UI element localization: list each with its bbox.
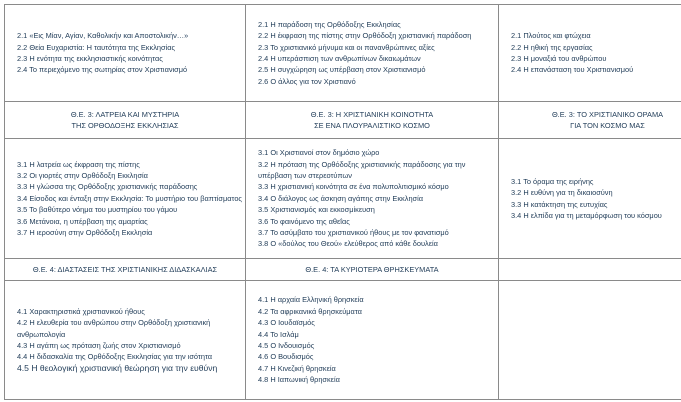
list-item: 3.3 Η χριστιανική κοινότητα σε ένα πολυπολιτισμικό κόσμο (258, 182, 449, 192)
heading-line: Θ.Ε. 4: ΔΙΑΣΤΑΣΕΙΣ ΤΗΣ ΧΡΙΣΤΙΑΝΙΚΗΣ ΔΙΔΑΣΚΑΛΙΑΣ (32, 265, 218, 274)
unit-3-heading-3 (499, 102, 681, 139)
list-item: 2.4 Το περιεχόμενο της σωτηρίας στον Χριστιανισμό (17, 65, 188, 75)
list-item: 3.8 Ο «δούλος του Θεού» ελεύθερος από κάθε δουλεία (258, 239, 438, 249)
curriculum-grid (4, 4, 681, 400)
list-item: 3.2 Οι γιορτές στην Ορθόδοξη Εκκλησία (17, 170, 148, 180)
unit-4-column-1 (5, 281, 246, 400)
unit-3-heading-2 (246, 102, 499, 139)
unit-4-heading-2 (246, 259, 499, 281)
heading-line: ΓΙΑ ΤΟΝ ΚΟΣΜΟ ΜΑΣ (570, 121, 645, 130)
list-item: 2.1 Πλούτος και φτώχεια (511, 31, 591, 41)
list-item: 2.1 «Εις Μίαν, Αγίαν, Καθολικήν και Αποστολικήν…» (17, 31, 189, 41)
list-item: 4.7 Η Κινεζική θρησκεία (258, 363, 336, 373)
list-item: 3.7 Το ασύμβατο του χριστιανικού ήθους με τον φανατισμό (258, 228, 449, 238)
list-item: 4.4 Το Ισλάμ (258, 329, 299, 339)
table-row (5, 139, 681, 259)
list-item: 4.3 Ο Ιουδαϊσμός (258, 318, 315, 328)
list-item: 3.3 Η γλώσσα της Ορθόδοξης χριστιανικής παράδοσης (17, 182, 198, 192)
heading-line: Θ.Ε. 3: ΛΑΤΡΕΙΑ ΚΑΙ ΜΥΣΤΗΡΙΑ (70, 110, 180, 119)
list-item: 2.2 Θεία Ευχαριστία: Η ταυτότητα της Εκκλησίας (17, 42, 176, 52)
list-item: 4.5 Η θεολογική χριστιανική θεώρηση για την ευθύνη (17, 362, 218, 373)
list-item: 3.6 Μετάνοια, η υπέρβαση της αμαρτίας (17, 216, 148, 226)
list-item: 3.2 Η πρόταση της Ορθόδοξης χριστιανικής παράδοσης για την υπέρβαση των στερεοτύπων (258, 159, 466, 180)
list-item: 3.4 Η ελπίδα για τη μεταμόρφωση του κόσμου (511, 210, 662, 220)
list-item: 3.7 Η ιεροσύνη στην Ορθόδοξη Εκκλησία (17, 228, 153, 238)
heading-line: Θ.Ε. 3: Η ΧΡΙΣΤΙΑΝΙΚΗ ΚΟΙΝΟΤΗΤΑ (310, 110, 434, 119)
list-item: 3.6 Το φαινόμενο της αθεΐας (258, 216, 350, 226)
unit-4-heading-1 (5, 259, 246, 281)
curriculum-table (4, 4, 677, 400)
list-item: 2.3 Το χριστιανικό μήνυμα και οι πανανθρώπινες αξίες (258, 42, 435, 52)
unit-3-column-2 (246, 139, 499, 259)
list-item: 4.4 Η διδασκαλία της Ορθόδοξης Εκκλησίας για την ισότητα (17, 352, 213, 362)
table-row (5, 281, 681, 400)
unit-2-column-3 (499, 5, 681, 102)
list-item: 3.5 Το βαθύτερο νόημα του μυστηρίου του γάμου (17, 205, 178, 215)
list-item: 3.1 Οι Χριστιανοί στον δημόσιο χώρο (258, 148, 380, 158)
unit-3-column-1 (5, 139, 246, 259)
list-item: 3.4 Ο διάλογος ως άσκηση αγάπης στην Εκκλησία (258, 193, 424, 203)
list-item: 3.3 Η κατάκτηση της ευτυχίας (511, 199, 608, 209)
list-item: 3.2 Η ευθύνη για τη δικαιοσύνη (511, 188, 613, 198)
table-row (5, 5, 681, 102)
list-item: 3.1 Το όραμα της ειρήνης (511, 176, 594, 186)
unit-4-column-3 (499, 281, 681, 400)
list-item: 4.5 Ο Ινδουισμός (258, 341, 315, 350)
list-item: 3.4 Είσοδος και ένταξη στην Εκκλησία: Το μυστήριο του βαπτίσματος (17, 193, 242, 203)
list-item: 4.6 Ο Βουδισμός (258, 352, 314, 362)
heading-line: Θ.Ε. 4: ΤΑ ΚΥΡΙΟΤΕΡΑ ΘΡΗΣΚΕΥΜΑΤΑ (305, 265, 439, 274)
list-item: 3.5 Χριστιανισμός και εκκοσμίκευση (258, 205, 375, 215)
table-row (5, 102, 681, 139)
list-item: 2.3 Η ενότητα της εκκλησιαστικής κοινότητας (17, 54, 163, 63)
unit-2-column-1 (5, 5, 246, 102)
list-item: 4.2 Τα αφρικανικά θρησκεύματα (258, 306, 362, 316)
unit-4-heading-3 (499, 259, 681, 281)
heading-line: ΤΗΣ ΟΡΘΟΔΟΞΗΣ ΕΚΚΛΗΣΙΑΣ (71, 121, 179, 130)
table-row (5, 259, 681, 281)
list-item: 2.5 Η συγχώρηση ως υπέρβαση στον Χριστιανισμό (258, 65, 426, 75)
list-item: 4.3 Η αγάπη ως πρόταση ζωής στον Χριστιανισμό (17, 340, 181, 350)
heading-line: Θ.Ε. 3: ΤΟ ΧΡΙΣΤΙΑΝΙΚΟ ΟΡΑΜΑ (551, 110, 664, 119)
unit-3-heading-1 (5, 102, 246, 139)
unit-2-column-2 (246, 5, 499, 102)
heading-line: ΣΕ ΕΝΑ ΠΛΟΥΡΑΛΙΣΤΙΚΟ ΚΟΣΜΟ (314, 121, 430, 130)
list-item: 4.1 Η αρχαία Ελληνική θρησκεία (258, 295, 364, 305)
list-item: 2.4 Η υπεράσπιση των ανθρωπίνων δικαιωμάτων (258, 54, 421, 63)
list-item: 4.2 Η ελευθερία του ανθρώπου στην Ορθόδοξη χριστιανική ανθρωπολογία (17, 318, 211, 339)
list-item: 2.2 Η ηθική της εργασίας (511, 42, 593, 52)
list-item: 2.1 Η παράδοση της Ορθόδοξης Εκκλησίας (258, 19, 401, 29)
list-item: 2.2 Η έκφραση της πίστης στην Ορθόδοξη χριστιανική παράδοση (258, 31, 472, 41)
list-item: 2.4 Η επανάσταση του Χριστιανισμού (511, 65, 634, 75)
list-item: 4.8 Η Ιαπωνική θρησκεία (258, 375, 340, 385)
unit-4-column-2 (246, 281, 499, 400)
list-item: 2.3 Η μοναξιά του ανθρώπου (511, 54, 607, 63)
list-item: 4.1 Χαρακτηριστικά χριστιανικού ήθους (17, 306, 145, 316)
list-item: 2.6 Ο άλλος για τον Χριστιανό (258, 76, 356, 86)
list-item: 3.1 Η λατρεία ως έκφραση της πίστης (17, 159, 140, 169)
unit-3-column-3 (499, 139, 681, 259)
